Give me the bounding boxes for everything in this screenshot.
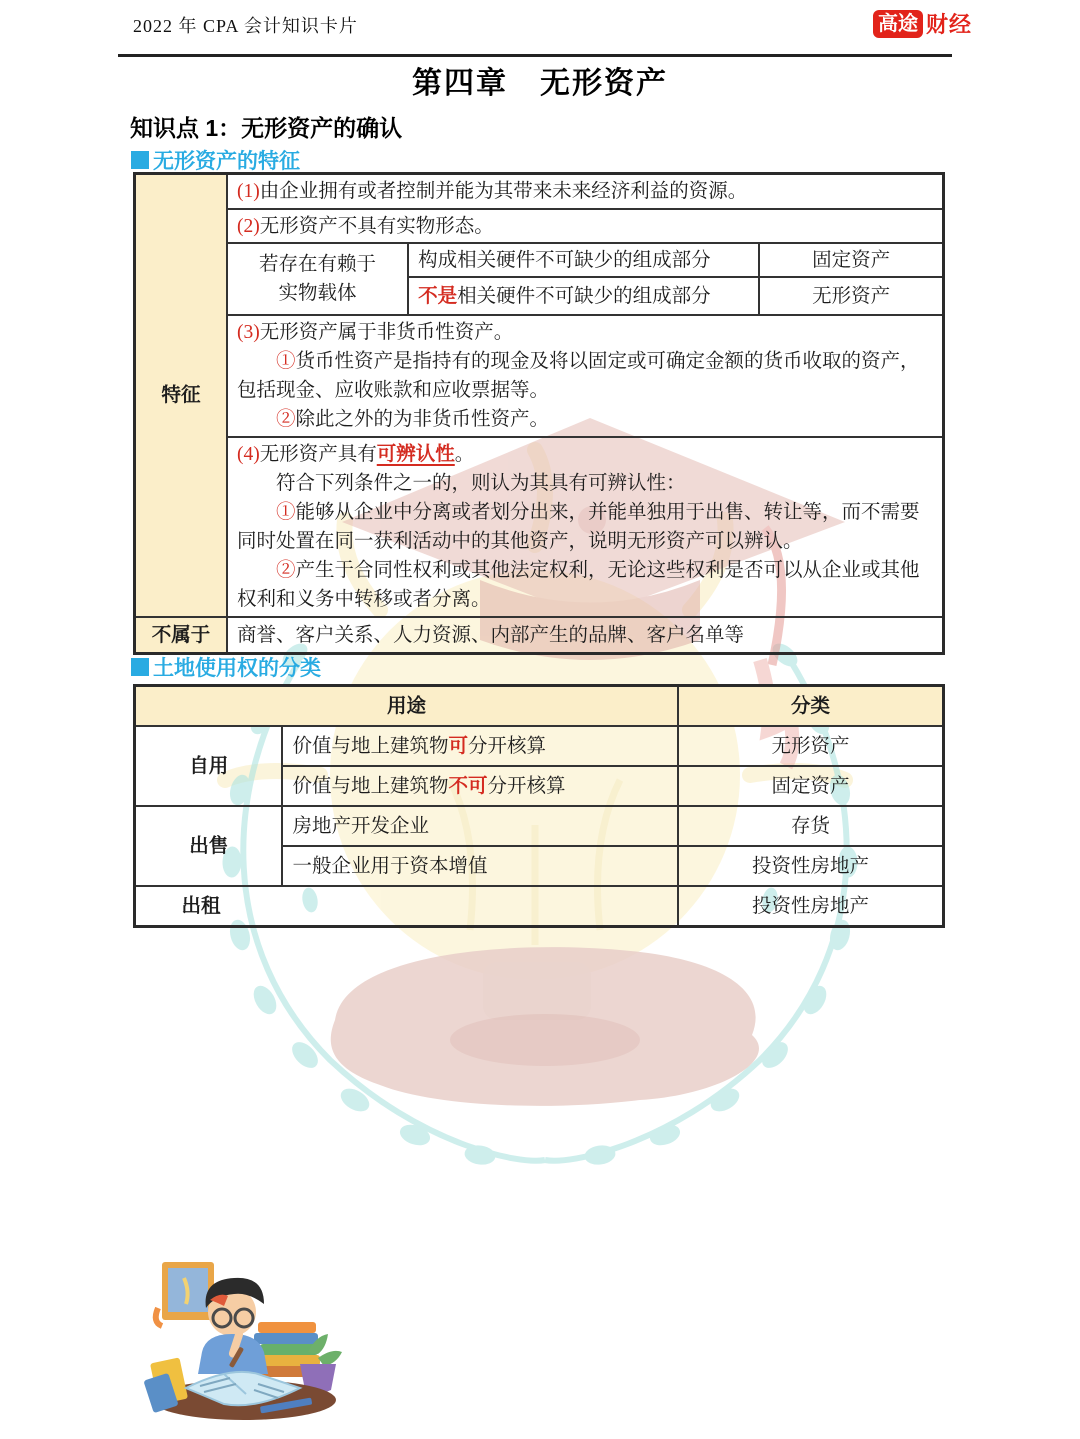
use-column-header: 用途 [135,686,678,727]
picture-frame [156,1262,214,1326]
section1-label-text: 无形资产的特征 [153,149,300,173]
table-row [135,174,944,210]
carrier-result-cell: 无形资产 [759,277,943,315]
feature-1-cell [227,174,944,210]
section1-label [131,145,300,175]
class-cell: 投资性房地产 [678,846,944,886]
table-row [135,886,944,927]
brand-logo-box: 高途 [873,10,923,38]
class-cell: 固定资产 [678,766,944,806]
table-row [135,243,944,277]
carrier-condition-text: 不是相关硬件不可缺少的组成部分 [418,285,711,307]
group-rent-cell [135,886,678,927]
table-row [135,437,944,617]
use-cell [282,806,678,846]
group-rent: 出租 [181,895,221,917]
feature-3-sub2: ②除此之外的为非货币性资产。 [275,409,550,430]
use-text: 价值与地上建筑物可分开核算 [292,735,546,757]
class-column-header: 分类 [678,686,944,727]
feature-4-sub1: ①能够从企业中分离或者划分出来，并能单独用于出售、转让等，而不需要同时处置在同一获利活动中的其他资产，说明无形资产可以辨认。 [236,502,920,552]
use-text: 一般企业用于资本增值 [292,855,488,877]
feature-4-cell [227,437,944,617]
header-divider [118,54,952,57]
use-text: 房地产开发企业 [292,815,429,837]
group-self-use: 自用 [135,726,283,806]
section-bullet-square [131,658,149,676]
class-cell: 存货 [678,806,944,846]
table-row [135,617,944,654]
feature-3-cell [227,315,944,437]
class-cell: 无形资产 [678,726,944,766]
carrier-line1: 若存在有赖于 [259,254,377,275]
not-belong-text: 商誉、客户关系、人力资源、内部产生的品牌、客户名单等 [236,624,744,646]
group-sell: 出售 [135,806,283,886]
use-cell [282,766,678,806]
table-row [135,315,944,437]
carrier-condition-cell [408,277,759,315]
table-row [135,806,944,846]
use-cell [282,846,678,886]
carrier-condition-cell [408,243,759,277]
carrier-line2: 实物载体 [278,283,357,304]
knowledge-point-heading: 知识点 1：无形资产的确认 [130,115,403,141]
not-belong-cell [227,617,944,654]
carrier-condition-text: 构成相关硬件不可缺少的组成部分 [418,249,711,271]
document-header-title: 2022 年 CPA 会计知识卡片 [133,16,358,36]
brand-logo-word: 财经 [925,12,972,37]
class-cell: 投资性房地产 [678,886,944,927]
table-row [135,209,944,243]
table-header-row [135,686,944,727]
feature-1-text: (1)由企业拥有或者控制并能为其带来未来经济利益的资源。 [236,181,748,202]
feature-3-text: (3)无形资产属于非货币性资产。 [236,322,514,343]
table-row [135,726,944,766]
feature-4-text: (4)无形资产具有可辨认性。 [236,444,475,465]
brand-logo [873,8,972,39]
features-table [133,172,945,655]
carrier-result-cell: 固定资产 [759,243,943,277]
use-text: 价值与地上建筑物不可分开核算 [292,775,566,797]
feature-3-sub1: ①货币性资产是指持有的现金及将以固定或可确定金额的货币收取的资产，包括现金、应收账款和应收票据等。 [236,351,920,401]
feature-4-intro: 符合下列条件之一的，则认为其具有可辨认性： [275,473,686,494]
not-belong-row-header: 不属于 [135,617,227,654]
section2-label [131,652,321,682]
feature-4-sub2: ②产生于合同性权利或其他法定权利，无论这些权利是否可以从企业或其他权利和义务中转移或者分离。 [236,560,920,610]
carrier-cell [227,243,408,315]
feature-row-header: 特征 [135,174,227,618]
section2-label-text: 土地使用权的分类 [153,656,321,680]
boy-studying-illustration [140,1256,350,1424]
feature-2-cell [227,209,944,243]
section-bullet-square [131,151,149,169]
use-cell [282,726,678,766]
chapter-title: 第四章 无形资产 [412,67,668,100]
feature-2-text: (2)无形资产不具有实物形态。 [236,215,494,237]
land-use-right-table [133,684,945,928]
